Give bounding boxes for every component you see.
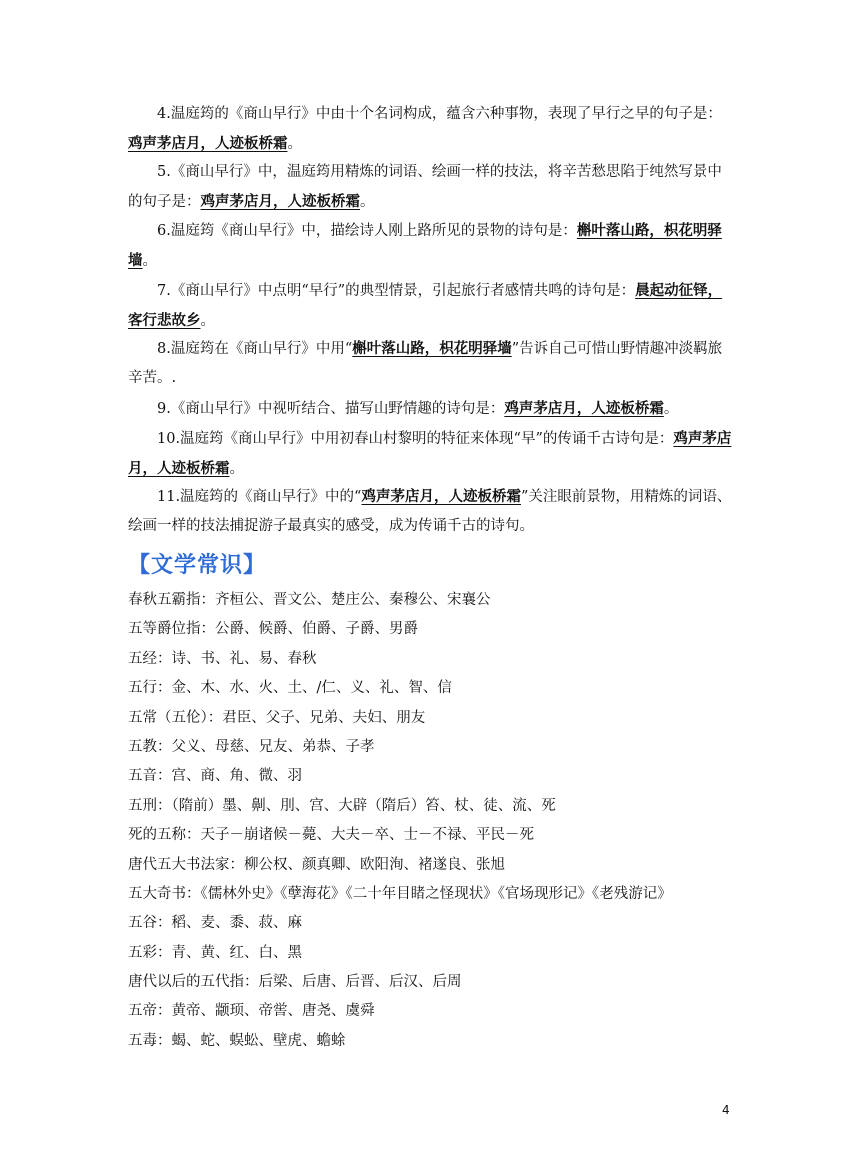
question-text: 4.温庭筠的《商山早行》中由十个名词构成，蕴含六种事物，表现了早行之早的句子是： xyxy=(157,106,722,122)
question-suffix: 。 xyxy=(142,253,157,269)
question-text: 5.《商山早行》中，温庭筠用精炼的词语、绘画一样的技法，将辛苦愁思陷于纯然写景中的句子是： xyxy=(128,164,722,210)
question-text: 8.温庭筠在《商山早行》中用“ xyxy=(157,341,353,357)
question-text: 9.《商山早行》中视听结合、描写山野情趣的诗句是： xyxy=(157,401,505,417)
answer-text: 槲叶落山路，枳花明驿墙 xyxy=(128,222,722,269)
question-suffix: 。 xyxy=(287,136,302,152)
section-heading: 【文学常识】 xyxy=(128,553,267,578)
question-item-10 xyxy=(128,424,732,484)
list-item: 五彩：青、黄、红、白、黑 xyxy=(128,944,302,961)
question-text: 6.温庭筠《商山早行》中，描绘诗人刚上路所见的景物的诗句是： xyxy=(157,223,577,239)
list-item: 五等爵位指：公爵、候爵、伯爵、子爵、男爵 xyxy=(128,621,418,638)
list-item: 春秋五霸指：齐桓公、晋文公、楚庄公、秦穆公、宋襄公 xyxy=(128,592,491,608)
question-item-7 xyxy=(128,276,732,336)
question-item-4 xyxy=(128,100,732,159)
list-item: 五毒：蝎、蛇、蜈蚣、壁虎、蟾蜍 xyxy=(128,1032,346,1049)
question-item-9 xyxy=(128,394,732,424)
question-suffix: 。 xyxy=(200,313,215,329)
question-item-6 xyxy=(128,216,732,276)
list-item: 五常（五伦）：君臣、父子、兄弟、夫妇、朋友 xyxy=(128,709,426,726)
answer-text: 槲叶落山路，枳花明驿墙 xyxy=(352,340,512,357)
question-suffix: 。 xyxy=(229,461,244,477)
answer-text: 晨起动征铎，客行悲故乡 xyxy=(128,282,723,329)
answer-text: 鸡声茅店月，人迹板桥霜 xyxy=(504,400,664,417)
question-item-8 xyxy=(128,334,732,393)
question-item-5 xyxy=(128,158,732,217)
question-suffix: 。 xyxy=(663,401,679,417)
list-item: 五大奇书：《儒林外史》《孽海花》《二十年目睹之怪现状》《官场现形记》《老残游记》 xyxy=(128,885,672,902)
question-text: 11.温庭筠的《商山早行》中的“ xyxy=(157,489,362,505)
list-item: 五谷：稻、麦、黍、菽、麻 xyxy=(128,915,302,932)
list-item: 五帝：黄帝、颛顼、帝喾、唐尧、虞舜 xyxy=(128,1003,375,1020)
answer-text: 鸡声茅店月，人迹板桥霜 xyxy=(200,193,360,210)
question-suffix: ”告诉自己可惜山野情趣冲淡羁旅辛苦。. xyxy=(128,341,723,386)
question-suffix: ”关注眼前景物，用精炼的词语、绘画一样的技法捕捉游子最真实的感受，成为传诵千古的诗句。 xyxy=(128,489,732,534)
answer-text: 鸡声茅店月，人迹板桥霜 xyxy=(128,430,732,477)
list-item: 唐代五大书法家：柳公权、颜真卿、欧阳洵、褚遂良、张旭 xyxy=(128,856,505,873)
question-item-11 xyxy=(128,482,732,541)
answer-text: 鸡声茅店月，人迹板桥霜 xyxy=(361,488,521,505)
list-item: 五经：诗、书、礼、易、春秋 xyxy=(128,650,317,667)
list-item: 五行：金、木、水、火、土、/仁、义、礼、智、信 xyxy=(128,680,452,697)
page-number: 4 xyxy=(722,1103,730,1117)
question-text: 7.《商山早行》中点明“早行”的典型情景，引起旅行者感情共鸣的诗句是： xyxy=(157,283,636,299)
question-suffix: 。 xyxy=(360,194,375,210)
answer-text: 鸡声茅店月，人迹板桥霜 xyxy=(128,135,288,152)
list-item: 五教：父义、母慈、兄友、弟恭、子孝 xyxy=(128,738,375,755)
list-item: 五音：宫、商、角、微、羽 xyxy=(128,768,302,785)
list-item: 五刑：（隋前）墨、劓、刖、宫、大辟（隋后）笞、杖、徒、流、死 xyxy=(128,797,556,814)
literature-list xyxy=(128,586,738,1056)
question-text: 10.温庭筠《商山早行》中用初春山村黎明的特征来体现“早”的传诵千古诗句是： xyxy=(157,431,674,447)
list-item: 死的五称：天子－崩诸候－薨、大夫－卒、士－不禄、平民－死 xyxy=(128,827,534,844)
list-item: 唐代以后的五代指：后梁、后唐、后晋、后汉、后周 xyxy=(128,974,462,991)
